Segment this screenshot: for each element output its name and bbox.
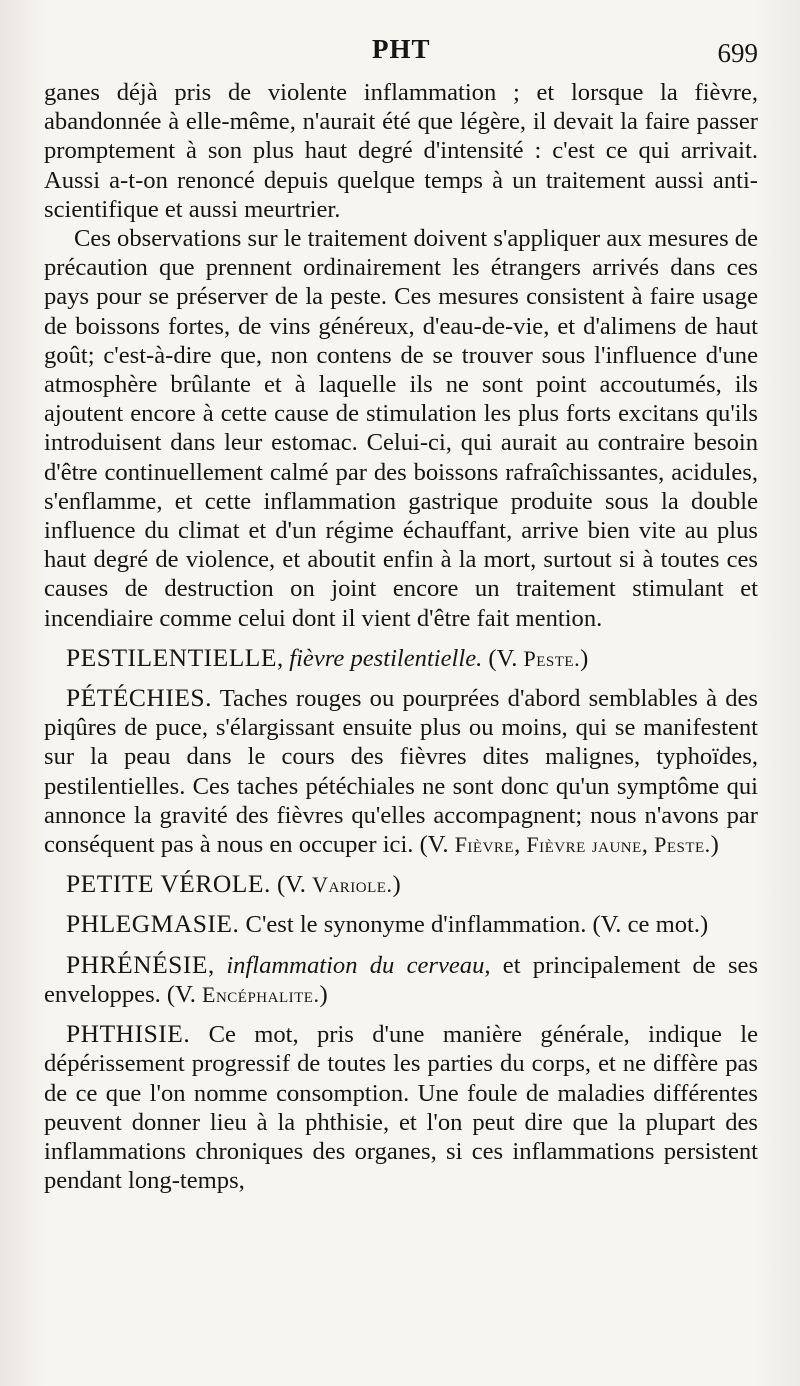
headword-petechies: PÉTÉCHIES.: [66, 683, 212, 713]
definition-phrenesie: inflammation du cerveau: [226, 951, 485, 979]
page-header: [0, 30, 800, 74]
headword-phthisie: PHTHISIE.: [66, 1019, 191, 1049]
ref-close: ): [710, 831, 719, 859]
definition-phlegmasie: C'est le synonyme d'inflammation. (V. ce mot.): [239, 911, 709, 939]
paragraph-observations: Ces observations sur le traitement doivent s'appliquer aux mesures de précaution que prennent ordinairement les étrangers arrivés dans ces pays pour se préserver de la peste. Ces mesures consistent à faire usage de boissons fortes, de vins généreux, d'eau-de-vie, et d'alimens de haut goût; c'est-à-dire que, non contens de se trouver sous l'influence d'une atmosphère brûlante et à laquelle ils ne sont point accoutumés, ils ajoutent encore à cette cause de stimulation les plus forts excitans qu'ils introduisent dans leur estomac. Celui-ci, qui aurait au contraire besoin d'être continuellement calmé par des boissons rafraîchissantes, acidules, s'enflamme, et cette inflammation gastrique produite sous la double influence du climat et d'un régime échauffant, arrive bien vite au plus haut degré de violence, et aboutit enfin à la mort, surtout si à toutes ces causes de destruction on joint encore un traitement stimulant et incendiaire comme celui dont il vient d'être fait mention.: [44, 225, 759, 632]
entry-phthisie: [44, 1019, 758, 1195]
cross-reference-peste: Peste.: [654, 832, 711, 858]
page-body: [44, 78, 758, 1195]
entry-pestilentielle: [44, 643, 758, 673]
entry-separator: ,: [276, 644, 290, 672]
entry-phrenesie: [44, 950, 758, 1009]
headword-phlegmasie: PHLEGMASIE.: [66, 909, 240, 939]
continued-paragraph: ganes déjà pris de violente inflammation ; et lorsque la fièvre, abandonnée à elle-même, n'aurait été que légère, il devait la faire passer promptement à son plus haut degré d'intensité : c'est ce qui arrivait. Aussi a-t-on renoncé depuis quelque temps à un traitement aussi anti-scientifique et aussi meurtrier.: [44, 79, 758, 223]
cross-reference-fievre-jaune: Fièvre jaune: [526, 832, 642, 858]
definition-phthisie: Ce mot, pris d'une manière générale, indique le dépérissement progressif de toutes les parties du corps, et ne diffère pas de ce que l'on nomme consomption. Une foule de maladies différentes peuvent donner lieu à la phthisie, et l'on peut dire que la plupart des inflammations chroniques des organes, si ces inflammations persistent pendant long-temps,: [44, 1021, 758, 1195]
headword-petite-verole: PETITE VÉROLE.: [66, 869, 271, 899]
headword-pestilentielle: PESTILENTIELLE: [66, 642, 277, 672]
cross-reference-variole: Variole.: [312, 872, 393, 898]
ref-open: (V.: [270, 871, 313, 899]
definition-pestilentielle: fièvre pestilentielle.: [289, 644, 483, 672]
page-number: 699: [717, 38, 758, 68]
definition-phrenesie-rest: , et principalement de ses enveloppes. (V.: [44, 951, 759, 1008]
definition-petechies: Taches rouges ou pourprées d'abord semblables à des piqûres de puce, s'élargissant ensuite plus ou moins, qui se manifestent sur la peau dans le cours des fièvres dites malignes, typhoïdes, pestilentielles. Ces taches pétéchiales ne sont donc qu'un symptôme qui annonce la gravité des fièvres qu'elles accompagnent; nous n'avons par conséquent pas à nous en occuper ici. (V.: [44, 685, 758, 859]
running-head: PHT: [372, 34, 431, 64]
ref-open: (V.: [482, 644, 524, 672]
entry-phlegmasie: [44, 909, 758, 939]
ref-close: ): [319, 980, 328, 1008]
entry-separator: ,: [207, 951, 227, 979]
ref-separator: ,: [641, 831, 655, 859]
entry-petechies: [44, 683, 758, 859]
ref-close: ): [392, 871, 401, 899]
entry-petite-verole: [44, 869, 758, 899]
cross-reference-peste: Peste.: [523, 645, 581, 671]
cross-reference-encephalite: Encéphalite.: [202, 981, 320, 1007]
ref-separator: ,: [514, 831, 527, 859]
headword-phrenesie: PHRÉNÉSIE: [66, 949, 208, 979]
cross-reference-fievre: Fièvre: [454, 832, 515, 858]
ref-close: ): [580, 644, 589, 672]
